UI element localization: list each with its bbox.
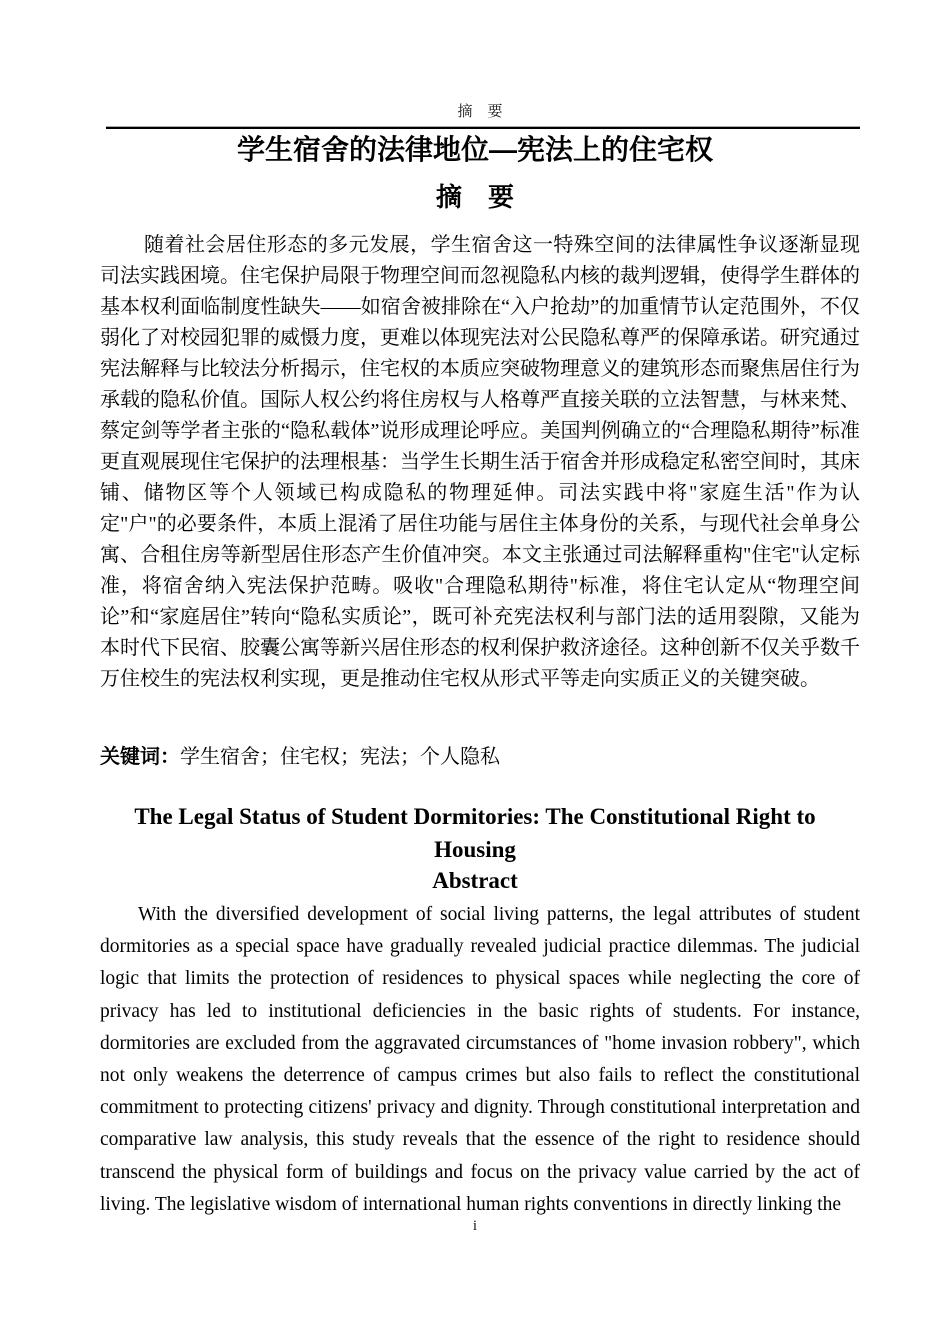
chinese-abstract-paragraph: 随着社会居住形态的多元发展，学生宿舍这一特殊空间的法律属性争议逐渐显现司法实践困境。住宅保护局限于物理空间而忽视隐私内核的裁判逻辑，使得学生群体的基本权利面临制度性缺失——如宿舍被排除在“入户抢劫”的加重情节认定范围外，不仅弱化了对校园犯罪的威慑力度，更难以体现宪法对公民隐私尊严的保障承诺。研究通过宪法解释与比较法分析揭示，住宅权的本质应突破物理意义的建筑形态而聚焦居住行为承载的隐私价值。国际人权公约将住房权与人格尊严直接关联的立法智慧，与林来梵、蔡定剑等学者主张的“隐私载体”说形成理论呼应。美国判例确立的“合理隐私期待”标准更直观展现住宅保护的法理根基：当学生长期生活于宿舍并形成稳定私密空间时，其床铺、储物区等个人领域已构成隐私的物理延伸。司法实践中将"家庭生活"作为认定"户"的必要条件，本质上混淆了居住功能与居住主体身份的关系，与现代社会单身公寓、合租住房等新型居住形态产生价值冲突。本文主张通过司法解释重构"住宅"认定标准，将宿舍纳入宪法保护范畴。吸收"合理隐私期待"标准，将住宅认定从“物理空间论”和“家庭居住”转向“隐私实质论”，既可补充宪法权利与部门法的适用裂隙，又能为本时代下民宿、胶囊公寓等新兴居住形态的权利保护救济途径。这种创新不仅关乎数千万住校生的宪法权利实现，更是推动住宅权从形式平等走向实质正义的关键突破。 (100, 234, 860, 690)
chinese-abstract-heading: 摘 要 (435, 182, 514, 212)
running-header: 摘 要 (457, 104, 503, 120)
keywords-line (100, 742, 860, 773)
chinese-title: 学生宿舍的法律地位—宪法上的住宅权 (236, 134, 713, 165)
keywords-text: 学生宿舍；住宅权；宪法；个人隐私 (180, 746, 500, 768)
keywords-label: 关键词： (100, 746, 180, 768)
english-abstract-heading: Abstract (432, 868, 518, 893)
header-rule (106, 126, 860, 129)
english-title: The Legal Status of Student Dormitories: The Constitutional Right to Housing (134, 804, 816, 862)
page-number: i (472, 1218, 478, 1234)
english-abstract-paragraph: With the diversified development of social living patterns, the legal attributes of student dormitories as a special space have gradually revealed judicial practice dilemmas. The judicial logic that limits the protection of residences to physical spaces while neglecting the core of privacy has led to institutional deficiencies in the basic rights of students. For instance, dormitories are excluded from the aggravated circumstances of "home invasion robbery", which not only weakens the deterrence of campus crimes but also fails to reflect the constitutional commitment to protecting citizens' privacy and dignity. Through constitutional interpretation and comparative law analysis, this study reveals that the essence of the right to residence should transcend the physical form of buildings and focus on the privacy value carried by the act of living. The legislative wisdom of international human rights conventions in directly linking the (100, 904, 860, 1215)
